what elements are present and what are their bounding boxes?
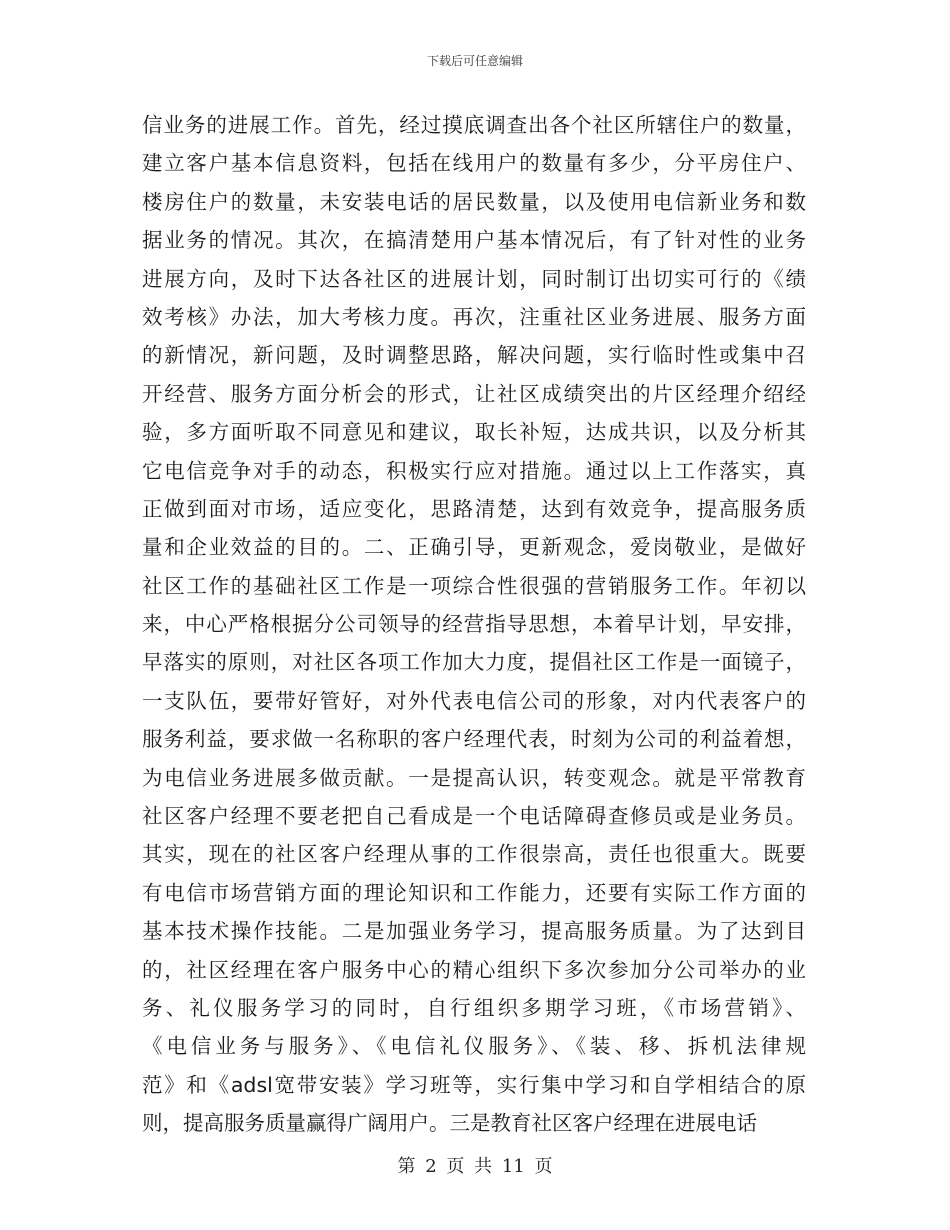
text-line: 基本技术操作技能。二是加强业务学习，提高服务质量。为了达到目 <box>142 919 806 944</box>
text-line: 为电信业务进展多做贡献。一是提高认识，转变观念。就是平常教育 <box>142 765 806 790</box>
text-line: 有电信市场营销方面的理论知识和工作能力，还要有实际工作方面的 <box>142 880 806 905</box>
text-line: 楼房住户的数量，未安装电话的居民数量，以及使用电信新业务和数 <box>142 189 806 214</box>
text-line: 它电信竞争对手的动态，积极实行应对措施。通过以上工作落实，真 <box>142 458 806 483</box>
text-line: 服务利益，要求做一名称职的客户经理代表，时刻为公司的利益着想， <box>142 727 806 752</box>
text-line: 正做到面对市场，适应变化，思路清楚，达到有效竞争，提高服务质 <box>142 496 806 521</box>
text-line: 社区客户经理不要老把自己看成是一个电话障碍查修员或是业务员。 <box>142 804 806 829</box>
text-line: 进展方向，及时下达各社区的进展计划，同时制订出切实可行的《绩 <box>142 266 806 291</box>
text-line: 其实，现在的社区客户经理从事的工作很崇高，责任也很重大。既要 <box>142 842 806 867</box>
page-number: 第 2 页 共 11 页 <box>397 1156 553 1177</box>
text-line: 来，中心严格根据分公司领导的经营指导思想，本着早计划，早安排， <box>142 612 806 637</box>
text-line: 效考核》办法，加大考核力度。再次，注重社区业务进展、服务方面 <box>142 304 806 329</box>
text-line: 一支队伍，要带好管好，对外代表电信公司的形象，对内代表客户的 <box>142 688 806 713</box>
text-line: 验，多方面听取不同意见和建议，取长补短，达成共识，以及分析其 <box>142 420 806 445</box>
body-text <box>142 106 806 1143</box>
text-line: 据业务的情况。其次，在搞清楚用户基本情况后，有了针对性的业务 <box>142 228 806 253</box>
text-line: 早落实的原则，对社区各项工作加大力度，提倡社区工作是一面镜子， <box>142 650 806 675</box>
text-line: 开经营、服务方面分析会的形式，让社区成绩突出的片区经理介绍经 <box>142 381 806 406</box>
text-line: 则，提高服务质量赢得广阔用户。三是教育社区客户经理在进展电话 <box>142 1111 757 1136</box>
page-header: 下载后可任意编辑 <box>426 54 523 68</box>
text-line: 量和企业效益的目的。二、正确引导，更新观念，爱岗敬业，是做好 <box>142 535 806 560</box>
text-line: 务、礼仪服务学习的同时，自行组织多期学习班，《市场营销》、 <box>142 995 806 1020</box>
text-line: 的，社区经理在客户服务中心的精心组织下多次参加分公司举办的业 <box>142 957 806 982</box>
text-line: 建立客户基本信息资料，包括在线用户的数量有多少，分平房住户、 <box>142 151 806 176</box>
text-line: 范》和《adsl宽带安装》学习班等，实行集中学习和自学相结合的原 <box>142 1072 806 1097</box>
text-line: 的新情况，新问题，及时调整思路，解决问题，实行临时性或集中召 <box>142 343 806 368</box>
text-line: 《电信业务与服务》、《电信礼仪服务》、《装、移、拆机法律规 <box>142 1034 806 1059</box>
text-line: 信业务的进展工作。首先，经过摸底调查出各个社区所辖住户的数量， <box>142 113 806 137</box>
text-line: 社区工作的基础社区工作是一项综合性很强的营销服务工作。年初以 <box>142 573 806 598</box>
